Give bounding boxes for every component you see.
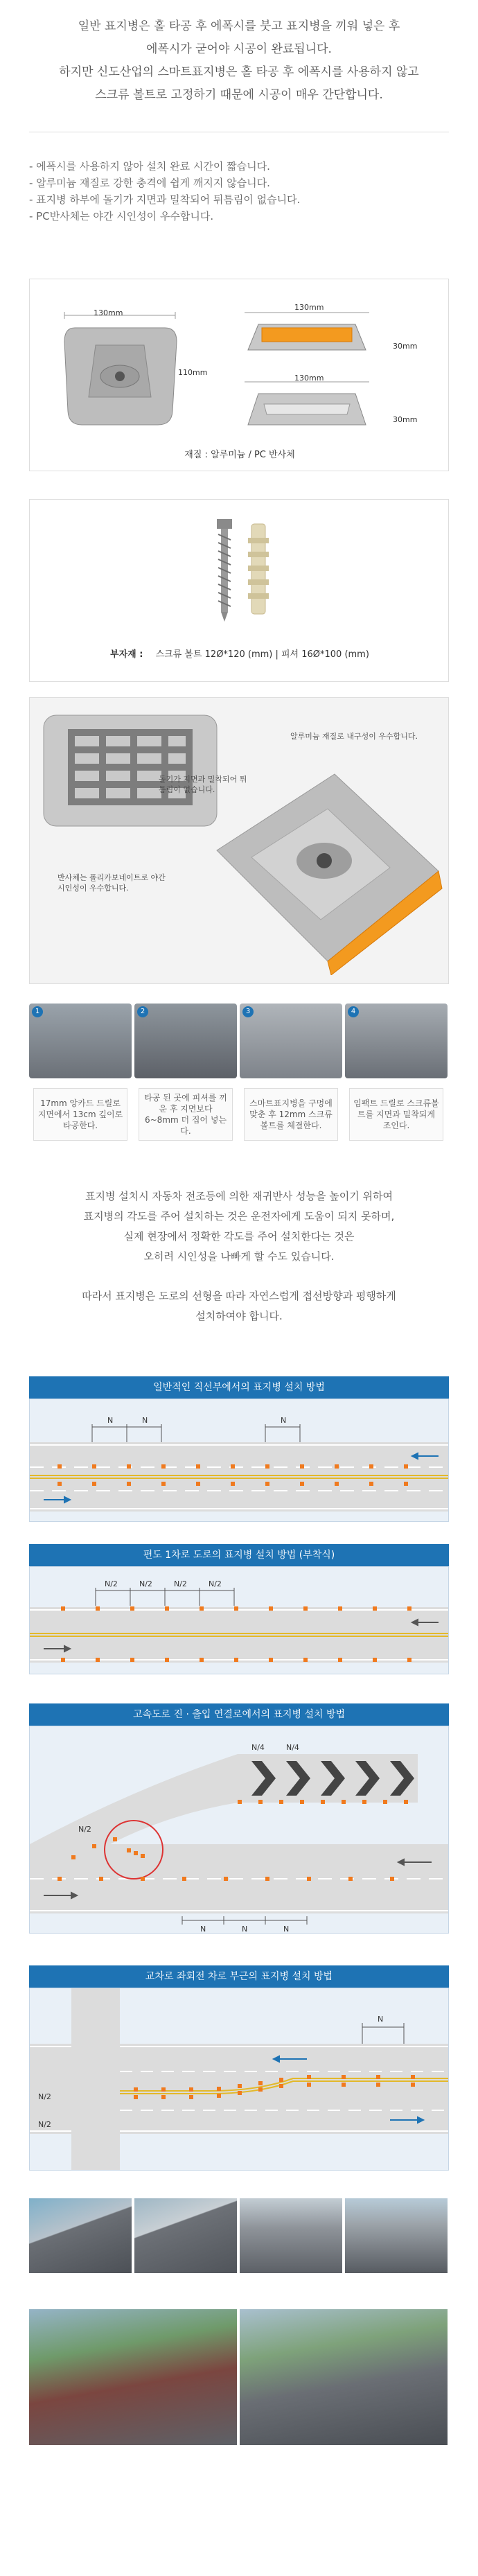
note-line: 설치하여야 합니다. <box>195 1310 283 1322</box>
step-photo-3 <box>240 1004 342 1078</box>
step-number-badge: 2 <box>137 1006 148 1017</box>
note-line: 표지병의 각도를 주어 설치하는 것은 운전자에게 도움이 되지 못하며, <box>83 1210 395 1223</box>
detail-box <box>29 697 449 984</box>
label-n: N <box>242 1925 248 1933</box>
parts-label: 부자재 : <box>110 649 143 660</box>
product-underside-image <box>40 712 220 830</box>
parts-caption <box>30 647 450 660</box>
screw-bolt-image <box>203 514 245 624</box>
step-photo-2 <box>134 1004 237 1078</box>
intersection-svg <box>30 1988 448 2170</box>
step-number-badge: 4 <box>348 1006 359 1017</box>
feature-list <box>29 158 445 225</box>
straight-road-svg <box>30 1399 448 1521</box>
ramp-diagram <box>29 1726 449 1934</box>
road-photo <box>29 2309 237 2445</box>
label-n: N <box>200 1925 206 1933</box>
product-side-view-2 <box>238 376 376 432</box>
material-caption <box>30 447 450 460</box>
label-n2: N/2 <box>139 1579 152 1588</box>
step-caption: 임팩트 드릴로 스크류볼트를 지면과 밀착되게 조인다. <box>349 1088 443 1141</box>
installation-photo-grid <box>29 2198 449 2566</box>
feature-item: - 알루미늄 재질로 강한 충격에 쉽게 깨지지 않습니다. <box>29 177 270 189</box>
label-n2: N/2 <box>38 2092 51 2101</box>
feature-item: - 에폭시를 사용하지 않아 설치 완료 시간이 짧습니다. <box>29 160 270 173</box>
label-n2: N/2 <box>209 1579 222 1588</box>
annotation-ground-contact: 돌기가 지면과 밀착되어 튀틈림이 없습니다. <box>159 775 247 794</box>
note-line: 오히려 시인성을 나빠게 할 수도 있습니다. <box>143 1250 335 1263</box>
dim-side-width: 130mm <box>294 303 324 312</box>
annotation-reflector: 반사체는 폴리카보네이트로 야간 시인성이 우수합니다. <box>57 873 166 893</box>
step-photo-4 <box>345 1004 448 1078</box>
label-n: N <box>142 1416 148 1425</box>
parts-box <box>29 499 449 682</box>
step-number-badge: 3 <box>242 1006 254 1017</box>
straight-road-diagram <box>29 1399 449 1522</box>
dim-top-width: 130mm <box>94 308 123 317</box>
intro-line: 스크류 볼트로 고정하기 때문에 시공이 매우 간단합니다. <box>95 88 383 102</box>
note-line: 표지병 설치시 자동차 전조등에 의한 재귀반사 성능을 높이기 위하여 <box>85 1190 393 1202</box>
label-n2: N/2 <box>38 2120 51 2129</box>
intro-line: 하지만 신도산업의 스마트표지병은 홀 타공 후 에폭시를 사용하지 않고 <box>59 65 419 79</box>
material-value: 알루미늄 / PC 반사체 <box>211 450 295 460</box>
section-title: 교차로 좌회전 차로 부근의 표지병 설치 방법 <box>29 1965 449 1988</box>
step-caption: 스마트표지병을 구멍에 맞춘 후 12mm 스크류볼트를 체결한다. <box>244 1088 338 1141</box>
note-line: 실제 현장에서 정확한 각도를 주어 설치한다는 것은 <box>123 1230 355 1243</box>
fischer-anchor-image <box>241 520 276 624</box>
label-n2: N/2 <box>105 1579 118 1588</box>
road-photo <box>134 2198 237 2273</box>
label-n4: N/4 <box>251 1743 265 1752</box>
intro-text <box>0 15 478 107</box>
label-n2: N/2 <box>78 1825 91 1834</box>
product-spec-box <box>29 279 449 471</box>
dim-side-height: 30mm <box>393 342 418 351</box>
section-title: 일반적인 직선부에서의 표지병 설치 방법 <box>29 1376 449 1399</box>
intersection-diagram <box>29 1988 449 2171</box>
label-n2: N/2 <box>174 1579 187 1588</box>
step-number-badge: 1 <box>32 1006 43 1017</box>
one-lane-road-svg <box>30 1567 448 1674</box>
product-side-view <box>238 307 376 356</box>
road-photo <box>29 2198 132 2273</box>
label-n: N <box>281 1416 287 1425</box>
feature-item: - 표지병 하부에 돌기가 지면과 밀착되어 튀틈림이 없습니다. <box>29 193 301 206</box>
parts-value: 스크류 볼트 12Ø*120 (mm) | 피셔 16Ø*100 (mm) <box>155 649 369 660</box>
road-photo <box>240 2198 342 2273</box>
feature-item: - PC반사체는 야간 시인성이 우수합니다. <box>29 210 214 222</box>
road-photo <box>240 2309 448 2445</box>
section-title: 고속도로 진 · 출입 연결로에서의 표지병 설치 방법 <box>29 1703 449 1726</box>
installation-steps <box>29 1004 449 1170</box>
dim-side2-width: 130mm <box>294 374 324 383</box>
dim-top-height: 110mm <box>178 368 208 377</box>
label-n4: N/4 <box>286 1743 299 1752</box>
label-n: N <box>283 1925 290 1933</box>
dim-side2-height: 30mm <box>393 415 418 424</box>
label-n: N <box>378 2015 384 2024</box>
material-label: 재질 : <box>184 450 208 460</box>
step-photo-1 <box>29 1004 132 1078</box>
ramp-svg <box>30 1726 448 1933</box>
one-lane-road-diagram <box>29 1566 449 1674</box>
installation-note <box>0 1186 478 1326</box>
annotation-aluminum: 알루미늄 재질로 내구성이 우수합니다. <box>290 732 418 741</box>
label-n: N <box>107 1416 114 1425</box>
road-photo <box>345 2198 448 2273</box>
intro-line: 일반 표지병은 홀 타공 후 에폭시를 붓고 표지병을 끼워 넣은 후 <box>78 19 400 33</box>
step-caption: 타공 된 곳에 피셔를 끼운 후 지면보다 6~8mm 더 집어 넣는다. <box>139 1088 233 1141</box>
section-title: 편도 1차로 도로의 표지병 설치 방법 (부착식) <box>29 1544 449 1566</box>
note-line: 따라서 표지병은 도로의 선형을 따라 자연스럽게 접선방향과 평행하게 <box>82 1290 396 1302</box>
step-caption: 17mm 앙카드 드릴로 지면에서 13cm 깊이로 타공한다. <box>33 1088 127 1141</box>
intro-line: 에폭시가 굳어야 시공이 완료됩니다. <box>146 42 332 56</box>
